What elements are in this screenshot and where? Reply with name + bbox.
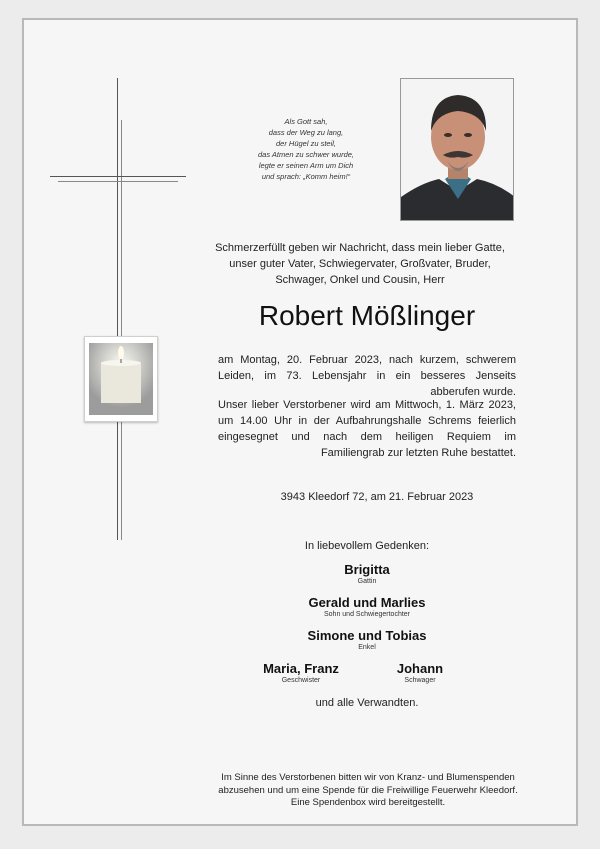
mourner-relation: Schwager — [404, 677, 436, 684]
mourner-name: Maria, Franz — [263, 661, 339, 676]
mourner-name: Brigitta — [344, 562, 390, 577]
poem-line: der Hügel zu steil, — [275, 139, 337, 148]
relatives-line: und alle Verwandten. — [315, 697, 419, 709]
death-notice: am Montag, 20. Februar 2023, nach kurzem, schwerem Leiden, im 73. Lebensjahr in ein besseres Jenseits abberufen wurde. — [218, 354, 516, 398]
candle-icon — [84, 336, 158, 422]
mourner-relation: Enkel — [358, 644, 376, 651]
donation-line: abzusehen und um eine Spende für die Freiwillige Feuerwehr Kleedorf. — [218, 784, 518, 796]
donation-note — [200, 772, 536, 810]
mourner-name: Johann — [396, 661, 444, 676]
place-date: 3943 Kleedorf 72, am 21. Februar 2023 — [280, 491, 474, 503]
poem — [232, 116, 380, 182]
mourner-name: Gerald und Marlies — [308, 595, 426, 610]
portrait-photo — [400, 78, 514, 221]
mourner-relation: Sohn und Schwiegertochter — [324, 611, 410, 618]
mourner-brother-in-law — [378, 661, 462, 684]
poem-line: legte er seinen Arm um Dich — [258, 161, 354, 170]
cross-vertical-line — [117, 78, 118, 540]
poem-line: Als Gott sah, — [284, 117, 328, 126]
mourner-spouse — [267, 562, 467, 585]
cross-horizontal-line — [50, 176, 186, 177]
donation-line: Im Sinne des Verstorbenen bitten wir von Kranz- und Blumenspenden — [221, 772, 515, 783]
mourner-name: Simone und Tobias — [307, 628, 427, 643]
cross-horizontal-line-inner — [58, 181, 178, 182]
poem-line: und sprach: „Komm heim!“ — [261, 172, 351, 181]
donation-line: Eine Spendenbox wird bereitgestellt. — [290, 797, 446, 808]
mourner-relation: Geschwister — [281, 677, 321, 684]
poem-line: dass der Weg zu lang, — [268, 128, 344, 137]
cross-vertical-line-inner — [121, 120, 122, 540]
poem-line: das Atmen zu schwer wurde, — [257, 150, 354, 159]
memory-line: In liebevollem Gedenken: — [304, 540, 430, 552]
mourner-siblings — [246, 661, 356, 684]
mourner-children — [247, 595, 487, 618]
funeral-notice: Unser lieber Verstorbener wird am Mittwoch, 1. März 2023, um 14.00 Uhr in der Aufbahrungshalle Schrems feierlich eingesegnet und nach dem heiligen Requiem im Familiengrab zur letzten Ruhe bestattet. — [218, 399, 516, 459]
mourner-relation: Gattin — [357, 578, 377, 585]
intro-text: Schmerzerfüllt geben wir Nachricht, dass mein lieber Gatte, unser guter Vater, Schwiegervater, Großvater, Bruder, Schwager, Onkel und Cousin, Herr — [215, 242, 505, 286]
mourner-grandchildren — [247, 628, 487, 651]
deceased-name: Robert Mößlinger — [258, 300, 476, 331]
